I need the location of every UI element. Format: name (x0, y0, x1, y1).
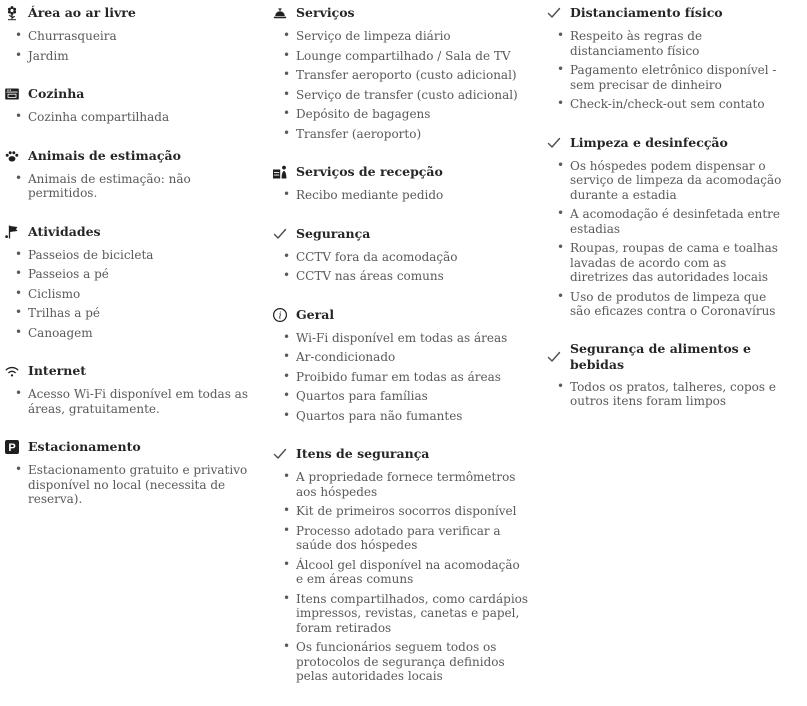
section-title: Estacionamento (28, 439, 141, 454)
section-title: Cozinha (28, 86, 85, 101)
facility-item: • Cozinha compartilhada (28, 110, 256, 125)
facility-item: • Os hóspedes podem dispensar o serviço de limpeza da acomodação durante a estadia (570, 159, 787, 203)
section-header (272, 306, 530, 324)
facility-section (272, 163, 530, 203)
section-header (4, 4, 256, 22)
section-header (272, 163, 530, 181)
section-header (546, 134, 787, 152)
section-header (272, 445, 530, 463)
section-header (4, 223, 256, 241)
facility-item: • A propriedade fornece termômetros aos hóspedes (296, 470, 530, 499)
facility-item: • Passeios a pé (28, 267, 256, 282)
facility-item: • Processo adotado para verificar a saúde dos hóspedes (296, 524, 530, 553)
amenities-column (4, 4, 272, 706)
section-title: Segurança (296, 225, 371, 241)
facility-section (4, 85, 256, 125)
section-title: Serviços de recepção (296, 164, 443, 179)
section-title: Área ao ar livre (28, 5, 136, 20)
facility-section (4, 4, 256, 63)
facility-item: • Estacionamento gratuito e privativo disponível no local (necessita de reserva). (28, 463, 256, 507)
facility-item: • Serviço de limpeza diário (296, 29, 530, 44)
facility-item: • Todos os pratos, talheres, copos e outros itens foram limpos (570, 380, 787, 409)
facility-list (272, 470, 530, 684)
facility-item: • Álcool gel disponível na acomodação e em áreas comuns (296, 558, 530, 587)
facility-section (4, 147, 256, 201)
facility-list (546, 159, 787, 319)
facility-item: • Pagamento eletrônico disponível - sem precisar de dinheiro (570, 63, 787, 92)
facility-list (4, 29, 256, 63)
section-header (4, 147, 256, 165)
section-header (272, 4, 530, 22)
svg-text:P: P (8, 442, 16, 454)
facility-item: • Passeios de bicicleta (28, 248, 256, 263)
check-icon (272, 446, 288, 462)
amenities-column (546, 4, 803, 706)
facility-list (272, 250, 530, 284)
facility-section (546, 134, 787, 319)
section-title: Segurança de alimentos e bebidas (570, 340, 752, 372)
facility-item: • Jardim (28, 49, 256, 64)
facility-list (546, 29, 787, 112)
facility-item: • Proibido fumar em todas as áreas (296, 370, 530, 385)
facility-item: • Roupas, roupas de cama e toalhas lavadas de acordo com as diretrizes das autoridades locais (570, 241, 787, 285)
facility-item: • Kit de primeiros socorros disponível (296, 504, 530, 519)
bell-icon (272, 5, 288, 21)
facility-item: • A acomodação é desinfetada entre estadias (570, 207, 787, 236)
facility-item: • Uso de produtos de limpeza que são eficazes contra o Coronavírus (570, 290, 787, 319)
facility-item: • CCTV fora da acomodação (296, 250, 530, 265)
facility-section (272, 4, 530, 141)
facility-item: • Wi-Fi disponível em todas as áreas (296, 331, 530, 346)
facility-list (4, 387, 256, 416)
section-header (4, 438, 256, 456)
reception-icon (272, 164, 288, 180)
section-title: Distanciamento físico (570, 5, 723, 20)
flower-icon (4, 5, 20, 21)
facility-list (272, 29, 530, 141)
facility-section (546, 341, 787, 409)
flag-icon (4, 224, 20, 240)
wifi-icon (4, 363, 20, 379)
facility-section (4, 438, 256, 507)
facility-item: • Transfer (aeroporto) (296, 127, 530, 142)
facility-item: • Quartos para não fumantes (296, 409, 530, 424)
facility-item: • Ar-condicionado (296, 350, 530, 365)
facility-item: • Respeito às regras de distanciamento físico (570, 29, 787, 58)
facility-section (272, 445, 530, 684)
section-header (272, 225, 530, 243)
section-title: Itens de segurança (296, 446, 430, 461)
info-icon (272, 307, 288, 323)
section-title: Internet (28, 363, 87, 378)
facility-item: • Churrasqueira (28, 29, 256, 44)
facility-section (546, 4, 787, 112)
facility-item: • Ciclismo (28, 287, 256, 302)
section-header (4, 362, 256, 380)
facility-list (272, 188, 530, 203)
facility-item: • Itens compartilhados, como cardápios impressos, revistas, canetas e papel, foram retirados (296, 592, 530, 636)
check-icon (546, 349, 562, 365)
facility-item: • Depósito de bagagens (296, 107, 530, 122)
facility-item: • Check-in/check-out sem contato (570, 97, 787, 112)
facility-item: • Transfer aeroporto (custo adicional) (296, 68, 530, 83)
facility-item: • Acesso Wi-Fi disponível em todas as áreas, gratuitamente. (28, 387, 256, 416)
check-icon (546, 5, 562, 21)
facility-list (4, 463, 256, 507)
facility-list (546, 380, 787, 409)
facility-item: • Os funcionários seguem todos os protocolos de segurança definidos pelas autoridades locais (296, 640, 530, 684)
facility-item: • CCTV nas áreas comuns (296, 269, 530, 284)
facility-item: • Lounge compartilhado / Sala de TV (296, 49, 530, 64)
section-header (546, 341, 787, 373)
facility-section (272, 225, 530, 284)
parking-icon (4, 439, 20, 455)
facility-list (4, 248, 256, 341)
facility-item: • Recibo mediante pedido (296, 188, 530, 203)
check-icon (546, 135, 562, 151)
facility-section (4, 362, 256, 416)
section-title: Animais de estimação (28, 147, 181, 163)
section-title: Atividades (28, 223, 101, 239)
facility-list (272, 331, 530, 424)
facility-list (4, 110, 256, 125)
facility-section (272, 306, 530, 424)
svg-text:i: i (278, 309, 282, 321)
facility-list (4, 172, 256, 201)
facility-item: • Serviço de transfer (custo adicional) (296, 88, 530, 103)
section-title: Geral (296, 306, 335, 322)
facility-section (4, 223, 256, 341)
section-title: Serviços (296, 5, 355, 20)
amenities-column (272, 4, 546, 706)
check-icon (272, 226, 288, 242)
section-header (546, 4, 787, 22)
paw-icon (4, 148, 20, 164)
facility-item: • Canoagem (28, 326, 256, 341)
section-title: Limpeza e desinfecção (570, 134, 728, 150)
facility-item: • Trilhas a pé (28, 306, 256, 321)
facility-item: • Quartos para famílias (296, 389, 530, 404)
section-header (4, 85, 256, 103)
facility-item: • Animais de estimação: não permitidos. (28, 172, 256, 201)
oven-icon (4, 86, 20, 102)
